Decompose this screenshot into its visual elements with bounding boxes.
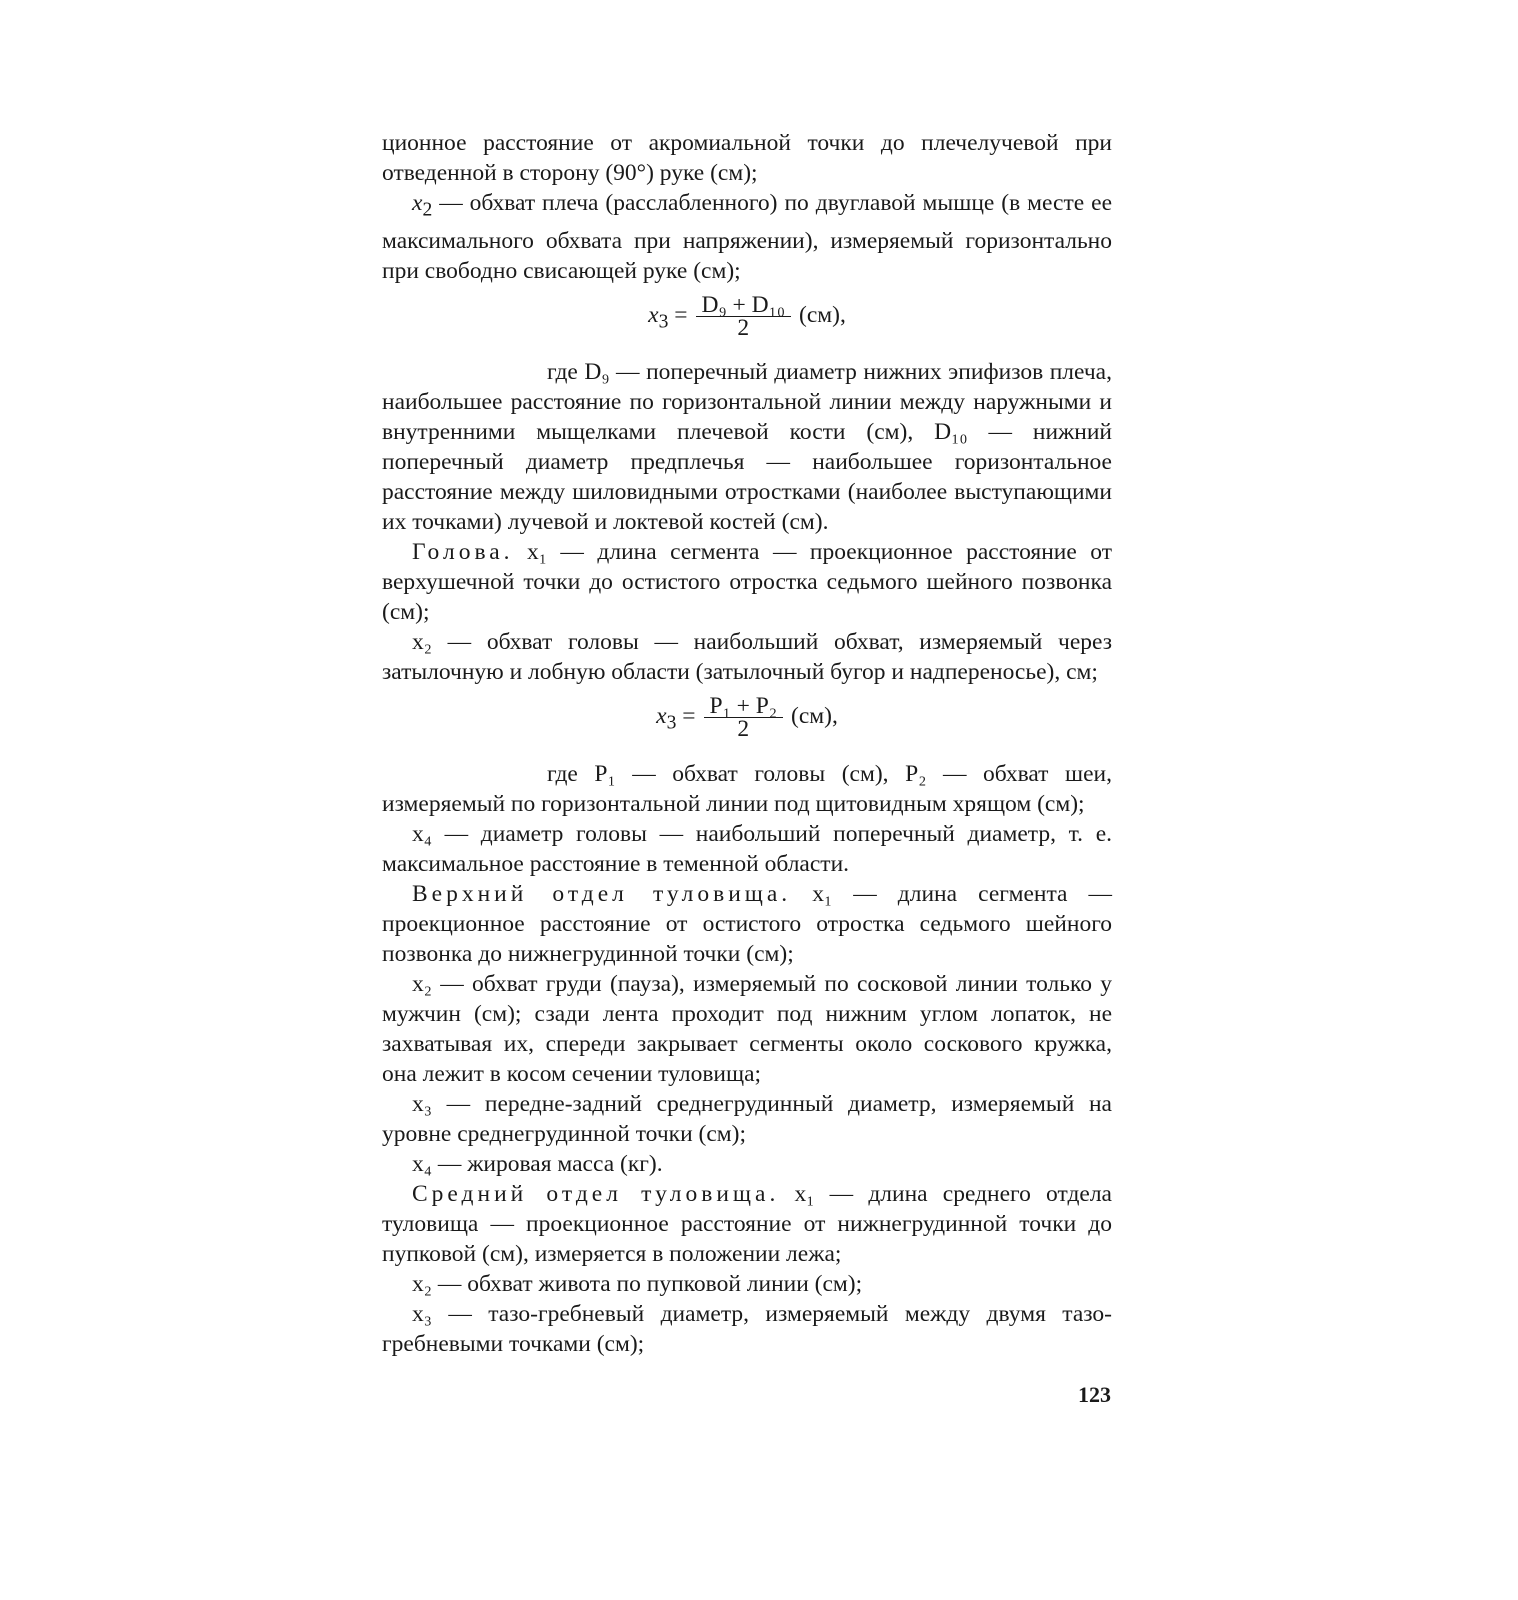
section-title-head: Голова. (412, 539, 514, 566)
fraction-numerator: D₉ + D₁₀ (696, 294, 792, 317)
paragraph-3: где D₉ — поперечный диаметр нижних эпифизов плеча, наибольшее расстояние по горизонтальной линии между наружными и внутренними мыщелками плечевой кости (см), D₁₀ — нижний поперечный диаметр предплечья — наибольшее горизонтальное расстояние между шиловидными отростками (наиболее выступающими их точками) лучевой и локтевой костей (см). (382, 359, 1112, 536)
paragraph-8: x₁ — длина сегмента — проекционное расстояние от остистого отростка седьмого шейного позвонка до нижнегрудинной точки (см); (382, 881, 1113, 968)
paragraph-2 (382, 188, 1112, 286)
section-middle-torso (382, 1179, 1112, 1269)
formula-unit: (см), (799, 301, 846, 328)
subscript: 3 (658, 311, 669, 333)
paragraph-14: x₃ — тазо-гребневый диаметр, измеряемый между двумя тазо-гребневыми точками (см); (382, 1301, 1112, 1358)
paragraph-9: x₂ — обхват груди (пауза), измеряемый по сосковой линии только у мужчин (см); сзади лента проходит под нижним углом лопаток, не захватывая их, спереди закрывает сегменты около соскового кружка, она лежит в косом сечении туловища; (382, 971, 1112, 1088)
fraction (696, 291, 792, 341)
variable: x (648, 301, 659, 328)
paragraph-13: x₂ — обхват живота по пупковой линии (см); (412, 1271, 863, 1298)
section-title-middle-torso: Средний отдел туловища. (412, 1181, 780, 1208)
paragraph-1: ционное расстояние от акромиальной точки до плечелучевой при отведенной в сторону (90°) руке (см); (382, 130, 1112, 186)
formula-unit: (см), (791, 703, 838, 730)
page-number: 123 (1078, 1382, 1111, 1407)
equals-sign: = (674, 301, 688, 328)
fraction (704, 693, 784, 743)
variable: x (656, 703, 667, 730)
paragraph-2-text: — обхват плеча (расслабленного) по двуглавой мышце (в месте ее максимального обхвата при напряжении), измеряемый горизонтально при свободно свисающей руке (см); (382, 190, 1112, 284)
fraction-denominator: 2 (737, 716, 750, 743)
subscript: 3 (666, 713, 677, 735)
section-head (382, 537, 1112, 627)
paragraph-10: x₃ — передне-задний среднегрудинный диаметр, измеряемый на уровне среднегрудинной точки (см); (382, 1091, 1112, 1148)
main-text (382, 128, 1112, 1359)
fraction-denominator: 2 (737, 314, 750, 341)
paragraph-6: где P₁ — обхват головы (см), P₂ — обхват шеи, измеряемый по горизонтальной линии под щитовидным хрящом (см); (382, 761, 1112, 818)
variable: x (412, 190, 423, 216)
paragraph-4: x₁ — длина сегмента — проекционное расстояние от верхушечной точки до остистого отростка седьмого шейного позвонка (см); (382, 539, 1112, 626)
paragraph-7: x₄ — диаметр головы — наибольший поперечный диаметр, т. е. максимальное расстояние в теменной области. (382, 821, 1112, 878)
paragraph-12: x₁ — длина среднего отдела туловища — проекционное расстояние от нижнегрудинной точки до пупковой (см), измеряется в положении лежа; (382, 1181, 1112, 1268)
paragraph-11: x₄ — жировая масса (кг). (412, 1151, 663, 1178)
formula-x3-head (382, 687, 1112, 753)
section-title-upper-torso: Верхний отдел туловища. (412, 881, 792, 908)
formula-x3-arm (382, 286, 1112, 352)
section-upper-torso (382, 879, 1112, 969)
fraction-numerator: P₁ + P₂ (704, 695, 784, 718)
paragraph-5: x₂ — обхват головы — наибольший обхват, измеряемый через затылочную и лобную области (затылочный бугор и надпереносье), см; (382, 629, 1112, 686)
equals-sign: = (682, 703, 696, 730)
subscript: 2 (422, 199, 433, 221)
